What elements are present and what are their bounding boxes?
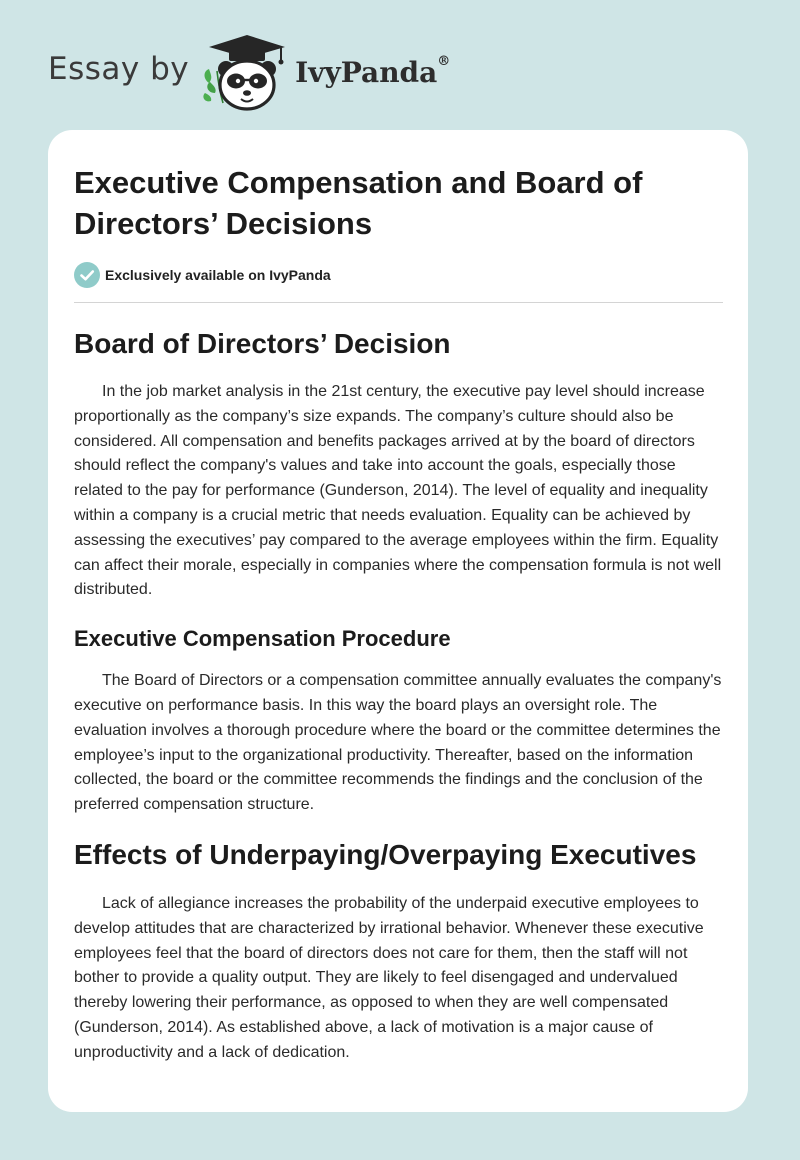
section-heading-effects: Effects of Underpaying/Overpaying Executives <box>74 838 697 870</box>
essay-by-label: Essay by <box>48 51 190 87</box>
check-circle-icon <box>74 262 100 288</box>
article-card <box>48 130 748 1112</box>
registered-mark: ® <box>437 53 451 69</box>
article-content <box>74 162 722 1066</box>
brand-name-text: IvyPanda <box>295 55 438 89</box>
site-header <box>48 28 450 118</box>
section-paragraph-compensation-procedure: The Board of Directors or a compensation committee annually evaluates the company's executive on performance basis. In this way the board plays an oversight role. The evaluation involves a thorough procedure where the board or the committee determines the employee’s input to the organizational productivity. Thereafter, based on the information collected, the board or the committee recommends the findings and the conclusion of the preferred compensation structure. <box>74 672 722 814</box>
section-paragraph-board-decision: In the job market analysis in the 21st century, the executive pay level should increase proportionally as the company’s size expands. The company’s culture should also be considered. All compensation and benefits packages arrived at by the board of directors should reflect the company's values and take into account the goals, especially those related to the pay for performance (Gunderson, 2014). The level of equality and inequality within a company is a crucial metric that needs evaluation. Equality can be achieved by assessing the executives’ pay compared to the average employees within the firm. Equality can affect their morale, especially in companies where the compensation formula is not well distributed. <box>74 383 722 599</box>
brand-name[interactable] <box>295 53 451 89</box>
exclusive-badge-text: Exclusively available on IvyPanda <box>105 267 331 283</box>
article-title: Executive Compensation and Board of Directors’ Decisions <box>74 165 643 241</box>
section-heading-compensation-procedure: Executive Compensation Procedure <box>74 626 451 652</box>
exclusive-badge <box>74 262 722 288</box>
section-heading-board-decision: Board of Directors’ Decision <box>74 328 451 359</box>
panda-graduate-logo-icon[interactable] <box>201 31 293 115</box>
title-divider <box>74 302 723 303</box>
section-paragraph-effects: Lack of allegiance increases the probability of the underpaid executive employees to develop attitudes that are characterized by irrational behavior. Whenever these executive employees feel that the board of directors does not care for them, then the staff will not bother to provide a quality output. They are likely to feel disengaged and undervalued thereby lowering their performance, as opposed to when they are well compensated (Gunderson, 2014). As established above, a lack of motivation is a major cause of unproductivity and a lack of dedication. <box>74 894 704 1061</box>
